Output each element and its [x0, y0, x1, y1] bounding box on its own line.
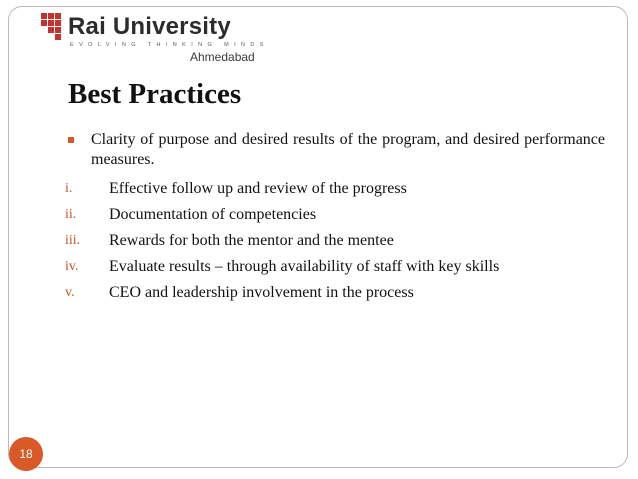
- list-marker: iv.: [65, 259, 79, 274]
- list-item-text: Evaluate results – through availability of staff with key skills: [109, 258, 500, 275]
- list-item-text: CEO and leadership involvement in the process: [109, 284, 414, 301]
- logo-campus: Ahmedabad: [190, 50, 255, 64]
- numbered-list: [60, 176, 605, 306]
- list-item-text: Rewards for both the mentor and the mentee: [109, 232, 394, 249]
- page-number-badge: 18: [9, 437, 43, 471]
- list-item: [60, 202, 605, 228]
- logo-wordmark: Rai University: [68, 13, 231, 40]
- list-item: [60, 280, 605, 306]
- list-item: [60, 176, 605, 202]
- slide-content: [60, 130, 605, 306]
- list-marker: v.: [65, 285, 75, 300]
- list-item-text: Documentation of competencies: [109, 206, 317, 223]
- list-marker: ii.: [65, 207, 77, 222]
- square-bullet-icon: [68, 137, 74, 143]
- slide-title: Best Practices: [68, 78, 242, 110]
- list-item: [60, 228, 605, 254]
- list-marker: iii.: [65, 233, 81, 248]
- logo-emblem-icon: [40, 12, 66, 42]
- university-logo: [40, 10, 270, 62]
- list-marker: i.: [65, 181, 73, 196]
- bullet-text: Clarity of purpose and desired results of the program, and desired performance measures.: [91, 131, 605, 168]
- list-item: [60, 254, 605, 280]
- bullet-item: [60, 130, 605, 170]
- logo-tagline: EVOLVING THINKING MINDS: [70, 42, 269, 48]
- list-item-text: Effective follow up and review of the progress: [109, 180, 407, 197]
